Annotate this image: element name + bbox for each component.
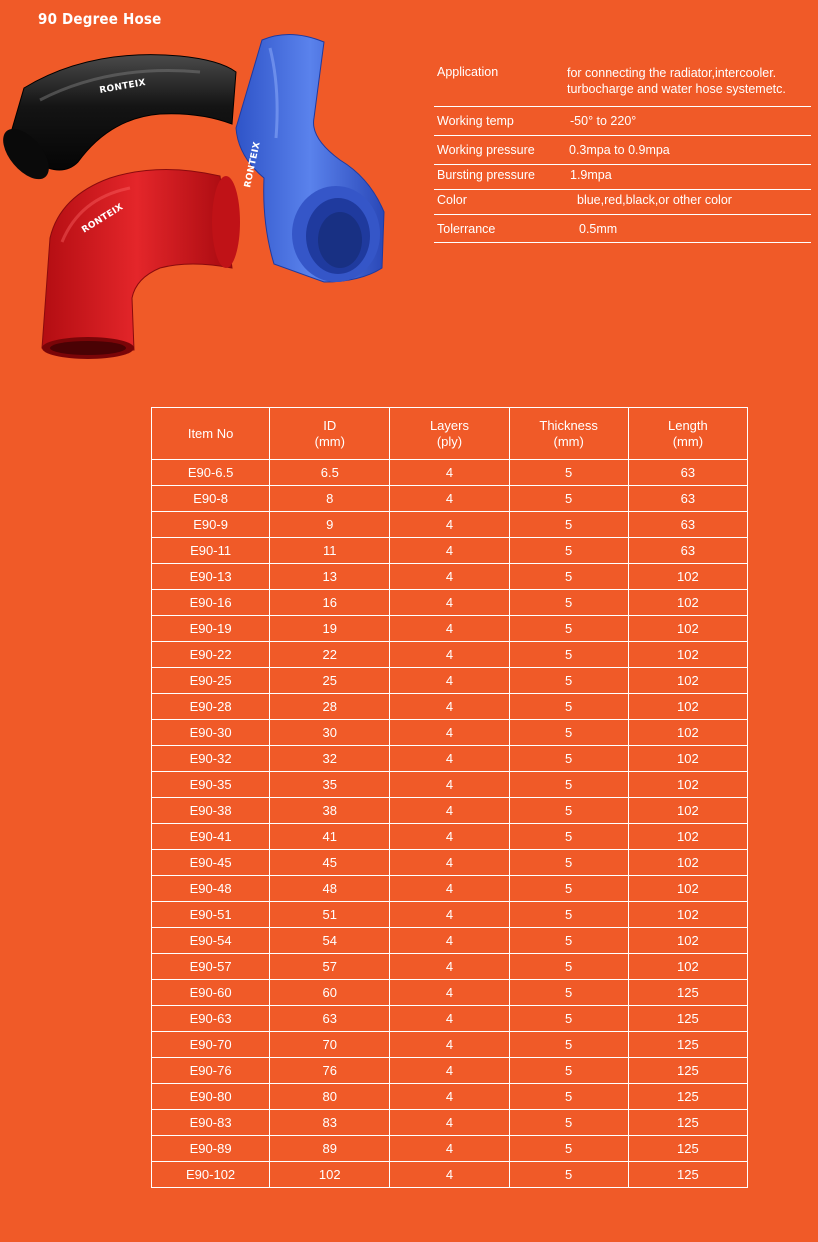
length-cell: 125 xyxy=(628,1058,747,1084)
item-no-cell: E90-102 xyxy=(152,1162,270,1188)
table-row xyxy=(152,1058,748,1084)
length-cell: 102 xyxy=(628,746,747,772)
spec-row xyxy=(434,165,811,190)
column-header-line: ID xyxy=(323,417,337,433)
thickness-cell: 5 xyxy=(509,486,628,512)
length-cell: 102 xyxy=(628,772,747,798)
column-header-line: Length xyxy=(667,417,708,433)
id-cell: 63 xyxy=(270,1006,390,1032)
item-no-cell: E90-38 xyxy=(152,798,270,824)
layers-cell: 4 xyxy=(390,1162,509,1188)
id-cell: 76 xyxy=(270,1058,390,1084)
spec-table xyxy=(434,60,811,243)
id-cell: 41 xyxy=(270,824,390,850)
item-no-cell: E90-63 xyxy=(152,1006,270,1032)
id-cell: 13 xyxy=(270,564,390,590)
table-row xyxy=(152,746,748,772)
id-cell: 22 xyxy=(270,642,390,668)
size-table xyxy=(151,407,748,1188)
item-no-cell: E90-80 xyxy=(152,1084,270,1110)
size-table-header-row xyxy=(152,408,748,460)
item-no-cell: E90-57 xyxy=(152,954,270,980)
thickness-cell: 5 xyxy=(509,1084,628,1110)
spec-row xyxy=(434,107,811,136)
layers-cell: 4 xyxy=(390,1084,509,1110)
table-row xyxy=(152,1006,748,1032)
spec-value-line: 0.3mpa to 0.9mpa xyxy=(569,143,670,157)
layers-cell: 4 xyxy=(390,538,509,564)
spec-value-line: turbocharge and water hose systemetc. xyxy=(567,82,786,96)
id-cell: 25 xyxy=(270,668,390,694)
item-no-cell: E90-41 xyxy=(152,824,270,850)
length-cell: 102 xyxy=(628,824,747,850)
column-header xyxy=(270,408,390,460)
item-no-cell: E90-51 xyxy=(152,902,270,928)
spec-value-line: 1.9mpa xyxy=(570,168,612,182)
spec-value-line: blue,red,black,or other color xyxy=(577,193,732,207)
column-header xyxy=(390,408,509,460)
table-row xyxy=(152,980,748,1006)
thickness-cell: 5 xyxy=(509,590,628,616)
table-row xyxy=(152,694,748,720)
column-header xyxy=(628,408,747,460)
layers-cell: 4 xyxy=(390,642,509,668)
item-no-cell: E90-22 xyxy=(152,642,270,668)
thickness-cell: 5 xyxy=(509,1136,628,1162)
id-cell: 70 xyxy=(270,1032,390,1058)
length-cell: 63 xyxy=(628,460,747,486)
hose-brand-label: RONTEIX xyxy=(243,140,263,189)
thickness-cell: 5 xyxy=(509,928,628,954)
table-row xyxy=(152,1084,748,1110)
id-cell: 16 xyxy=(270,590,390,616)
item-no-cell: E90-76 xyxy=(152,1058,270,1084)
spec-label: Color xyxy=(437,193,467,207)
layers-cell: 4 xyxy=(390,850,509,876)
layers-cell: 4 xyxy=(390,486,509,512)
spec-value xyxy=(567,222,811,236)
layers-cell: 4 xyxy=(390,460,509,486)
spec-value-line: 0.5mm xyxy=(579,222,618,236)
id-cell: 30 xyxy=(270,720,390,746)
layers-cell: 4 xyxy=(390,512,509,538)
thickness-cell: 5 xyxy=(509,980,628,1006)
layers-cell: 4 xyxy=(390,928,509,954)
item-no-cell: E90-19 xyxy=(152,616,270,642)
layers-cell: 4 xyxy=(390,1136,509,1162)
item-no-cell: E90-45 xyxy=(152,850,270,876)
thickness-cell: 5 xyxy=(509,460,628,486)
thickness-cell: 5 xyxy=(509,1162,628,1188)
column-header xyxy=(152,408,270,460)
column-header-line: Layers xyxy=(429,417,469,433)
thickness-cell: 5 xyxy=(509,902,628,928)
table-row xyxy=(152,460,748,486)
item-no-cell: E90-13 xyxy=(152,564,270,590)
id-cell: 9 xyxy=(270,512,390,538)
thickness-cell: 5 xyxy=(509,876,628,902)
spec-label: Bursting pressure xyxy=(437,168,535,182)
table-row xyxy=(152,720,748,746)
thickness-cell: 5 xyxy=(509,694,628,720)
table-row xyxy=(152,954,748,980)
length-cell: 125 xyxy=(628,1084,747,1110)
table-row xyxy=(152,1032,748,1058)
layers-cell: 4 xyxy=(390,1006,509,1032)
thickness-cell: 5 xyxy=(509,1006,628,1032)
column-header-line: (ply) xyxy=(436,433,463,449)
thickness-cell: 5 xyxy=(509,538,628,564)
id-cell: 54 xyxy=(270,928,390,954)
length-cell: 125 xyxy=(628,1136,747,1162)
id-cell: 57 xyxy=(270,954,390,980)
spec-label: Tolerrance xyxy=(437,222,496,236)
thickness-cell: 5 xyxy=(509,1058,628,1084)
column-header-line: (mm) xyxy=(672,433,704,449)
thickness-cell: 5 xyxy=(509,746,628,772)
length-cell: 125 xyxy=(628,1162,747,1188)
table-row xyxy=(152,642,748,668)
length-cell: 102 xyxy=(628,850,747,876)
thickness-cell: 5 xyxy=(509,720,628,746)
layers-cell: 4 xyxy=(390,824,509,850)
id-cell: 38 xyxy=(270,798,390,824)
hose-product-photo xyxy=(0,28,420,368)
id-cell: 48 xyxy=(270,876,390,902)
layers-cell: 4 xyxy=(390,616,509,642)
table-row xyxy=(152,850,748,876)
table-row xyxy=(152,876,748,902)
thickness-cell: 5 xyxy=(509,954,628,980)
length-cell: 102 xyxy=(628,928,747,954)
length-cell: 102 xyxy=(628,876,747,902)
table-row xyxy=(152,798,748,824)
id-cell: 32 xyxy=(270,746,390,772)
id-cell: 102 xyxy=(270,1162,390,1188)
thickness-cell: 5 xyxy=(509,668,628,694)
column-header xyxy=(509,408,628,460)
thickness-cell: 5 xyxy=(509,850,628,876)
item-no-cell: E90-30 xyxy=(152,720,270,746)
length-cell: 125 xyxy=(628,1032,747,1058)
spec-row xyxy=(434,60,811,107)
length-cell: 102 xyxy=(628,590,747,616)
hose-brand-label: RONTEIX xyxy=(98,77,147,96)
item-no-cell: E90-60 xyxy=(152,980,270,1006)
layers-cell: 4 xyxy=(390,746,509,772)
length-cell: 125 xyxy=(628,1110,747,1136)
item-no-cell: E90-89 xyxy=(152,1136,270,1162)
column-header-line: Thickness xyxy=(539,417,598,433)
layers-cell: 4 xyxy=(390,564,509,590)
table-row xyxy=(152,486,748,512)
layers-cell: 4 xyxy=(390,668,509,694)
length-cell: 102 xyxy=(628,954,747,980)
layers-cell: 4 xyxy=(390,954,509,980)
id-cell: 83 xyxy=(270,1110,390,1136)
id-cell: 28 xyxy=(270,694,390,720)
page-title: 90 Degree Hose xyxy=(38,10,162,28)
layers-cell: 4 xyxy=(390,1110,509,1136)
spec-row xyxy=(434,190,811,215)
table-row xyxy=(152,564,748,590)
item-no-cell: E90-35 xyxy=(152,772,270,798)
item-no-cell: E90-25 xyxy=(152,668,270,694)
id-cell: 8 xyxy=(270,486,390,512)
table-row xyxy=(152,512,748,538)
table-row xyxy=(152,928,748,954)
table-row xyxy=(152,902,748,928)
table-row xyxy=(152,824,748,850)
length-cell: 102 xyxy=(628,668,747,694)
thickness-cell: 5 xyxy=(509,798,628,824)
id-cell: 51 xyxy=(270,902,390,928)
column-header-line: (mm) xyxy=(314,433,345,449)
item-no-cell: E90-11 xyxy=(152,538,270,564)
item-no-cell: E90-54 xyxy=(152,928,270,954)
thickness-cell: 5 xyxy=(509,616,628,642)
thickness-cell: 5 xyxy=(509,1110,628,1136)
spec-value xyxy=(567,65,811,97)
table-row xyxy=(152,1162,748,1188)
table-row xyxy=(152,538,748,564)
length-cell: 63 xyxy=(628,512,747,538)
item-no-cell: E90-28 xyxy=(152,694,270,720)
layers-cell: 4 xyxy=(390,1058,509,1084)
item-no-cell: E90-32 xyxy=(152,746,270,772)
id-cell: 35 xyxy=(270,772,390,798)
thickness-cell: 5 xyxy=(509,824,628,850)
id-cell: 60 xyxy=(270,980,390,1006)
blue-hose-image xyxy=(236,34,384,282)
spec-value xyxy=(567,143,811,157)
length-cell: 125 xyxy=(628,980,747,1006)
spec-value-line: for connecting the radiator,intercooler. xyxy=(567,66,777,80)
layers-cell: 4 xyxy=(390,798,509,824)
spec-value xyxy=(567,114,811,128)
layers-cell: 4 xyxy=(390,980,509,1006)
item-no-cell: E90-9 xyxy=(152,512,270,538)
length-cell: 102 xyxy=(628,564,747,590)
length-cell: 102 xyxy=(628,642,747,668)
id-cell: 89 xyxy=(270,1136,390,1162)
hose-brand-label: RONTEIX xyxy=(80,202,126,236)
spec-value-line: -50° to 220° xyxy=(570,114,637,128)
spec-label: Working temp xyxy=(437,114,514,128)
spec-row xyxy=(434,215,811,243)
id-cell: 45 xyxy=(270,850,390,876)
length-cell: 102 xyxy=(628,616,747,642)
table-row xyxy=(152,1136,748,1162)
length-cell: 125 xyxy=(628,1006,747,1032)
thickness-cell: 5 xyxy=(509,564,628,590)
item-no-cell: E90-6.5 xyxy=(152,460,270,486)
id-cell: 19 xyxy=(270,616,390,642)
length-cell: 102 xyxy=(628,902,747,928)
thickness-cell: 5 xyxy=(509,772,628,798)
item-no-cell: E90-83 xyxy=(152,1110,270,1136)
layers-cell: 4 xyxy=(390,876,509,902)
length-cell: 102 xyxy=(628,720,747,746)
item-no-cell: E90-8 xyxy=(152,486,270,512)
length-cell: 63 xyxy=(628,486,747,512)
table-row xyxy=(152,668,748,694)
id-cell: 11 xyxy=(270,538,390,564)
spec-row xyxy=(434,136,811,165)
black-hose-image xyxy=(0,55,236,188)
spec-label: Application xyxy=(437,65,499,79)
layers-cell: 4 xyxy=(390,772,509,798)
length-cell: 63 xyxy=(628,538,747,564)
length-cell: 102 xyxy=(628,694,747,720)
column-header-line: Item No xyxy=(187,425,234,441)
spec-label: Working pressure xyxy=(437,143,535,157)
layers-cell: 4 xyxy=(390,1032,509,1058)
item-no-cell: E90-16 xyxy=(152,590,270,616)
table-row xyxy=(152,1110,748,1136)
table-row xyxy=(152,772,748,798)
thickness-cell: 5 xyxy=(509,1032,628,1058)
layers-cell: 4 xyxy=(390,902,509,928)
length-cell: 102 xyxy=(628,798,747,824)
column-header-line: (mm) xyxy=(553,433,584,449)
id-cell: 6.5 xyxy=(270,460,390,486)
spec-value xyxy=(567,168,811,182)
table-row xyxy=(152,616,748,642)
layers-cell: 4 xyxy=(390,694,509,720)
layers-cell: 4 xyxy=(390,590,509,616)
thickness-cell: 5 xyxy=(509,642,628,668)
layers-cell: 4 xyxy=(390,720,509,746)
item-no-cell: E90-48 xyxy=(152,876,270,902)
red-hose-image xyxy=(42,169,240,359)
table-row xyxy=(152,590,748,616)
id-cell: 80 xyxy=(270,1084,390,1110)
spec-value xyxy=(567,193,811,207)
thickness-cell: 5 xyxy=(509,512,628,538)
item-no-cell: E90-70 xyxy=(152,1032,270,1058)
